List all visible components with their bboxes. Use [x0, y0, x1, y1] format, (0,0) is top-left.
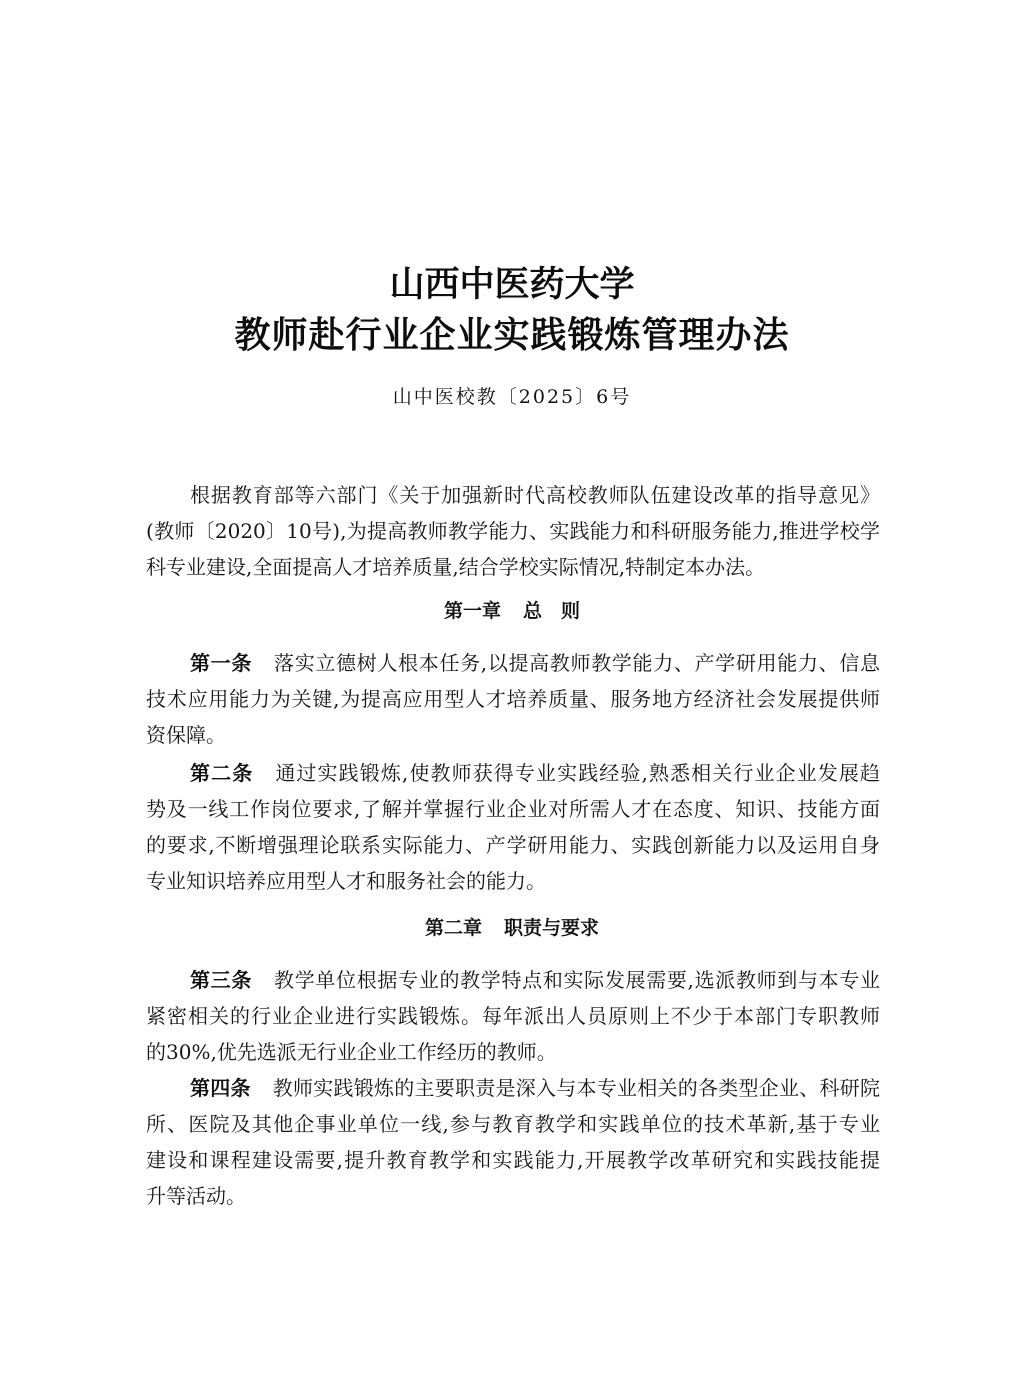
article-text: 落实立德树人根本任务,以提高教师教学能力、产学研用能力、信息: [274, 651, 880, 675]
article-label: 第四条: [190, 1076, 251, 1100]
chapter-number: 第一章: [443, 600, 501, 622]
chapter-title: 职责与要求: [504, 917, 600, 939]
document-title-line-2: 教师赴行业企业实践锻炼管理办法: [234, 314, 790, 356]
article-text: 教学单位根据专业的教学特点和实际发展需要,选派教师到与本专业: [274, 968, 881, 992]
article-text: 教师实践锻炼的主要职责是深入与本专业相关的各类型企业、科研院: [272, 1076, 880, 1100]
paragraph-line: 的30%,优先选派无行业企业工作经历的教师。: [146, 1040, 557, 1064]
paragraph-line: 资保障。: [146, 723, 226, 747]
document-title-line-1: 山西中医药大学: [389, 264, 635, 305]
paragraph-line: 专业知识培养应用型人才和服务社会的能力。: [146, 869, 546, 893]
paragraph-line: 技术应用能力为关键,为提高应用型人才培养质量、服务地方经济社会发展提供师: [146, 687, 880, 711]
article-label: 第三条: [190, 968, 253, 992]
paragraph-line: [190, 648, 880, 678]
paragraph-line: 紧密相关的行业企业进行实践锻炼。每年派出人员原则上不少于本部门专职教师: [146, 1004, 880, 1028]
document-number: 山中医校教〔2025〕6号: [392, 386, 632, 408]
article-label: 第二条: [190, 761, 254, 785]
paragraph-line: 科专业建设,全面提高人才培养质量,结合学校实际情况,特制定本办法。: [146, 555, 766, 579]
paragraph-line: 所、医院及其他企事业单位一线,参与教育教学和实践单位的技术革新,基于专业: [146, 1112, 880, 1136]
chapter-number: 第二章: [424, 917, 482, 939]
chapter-heading: [0, 597, 1024, 625]
chapter-heading: [0, 914, 1024, 942]
paragraph-line: [190, 1073, 880, 1103]
paragraph-line: 势及一线工作岗位要求,了解并掌握行业企业对所需人才在态度、知识、技能方面: [146, 797, 880, 821]
paragraph-line: 升等活动。: [146, 1184, 246, 1208]
paragraph-line: (教师〔2020〕10号),为提高教师教学能力、实践能力和科研服务能力,推进学校学: [146, 519, 880, 543]
paragraph-line: 根据教育部等六部门《关于加强新时代高校教师队伍建设改革的指导意见》: [190, 483, 880, 507]
paragraph-line: 建设和课程建设需要,提升教育教学和实践能力,开展教学改革研究和实践技能提: [146, 1148, 880, 1172]
article-label: 第一条: [190, 651, 253, 675]
chapter-title: 总 则: [523, 600, 581, 622]
paragraph-line: [190, 965, 880, 995]
paragraph-line: 的要求,不断增强理论联系实际能力、产学研用能力、实践创新能力以及运用自身: [146, 833, 880, 857]
article-text: 通过实践锻炼,使教师获得专业实践经验,熟悉相关行业企业发展趋: [275, 761, 881, 785]
paragraph-line: [190, 758, 880, 788]
